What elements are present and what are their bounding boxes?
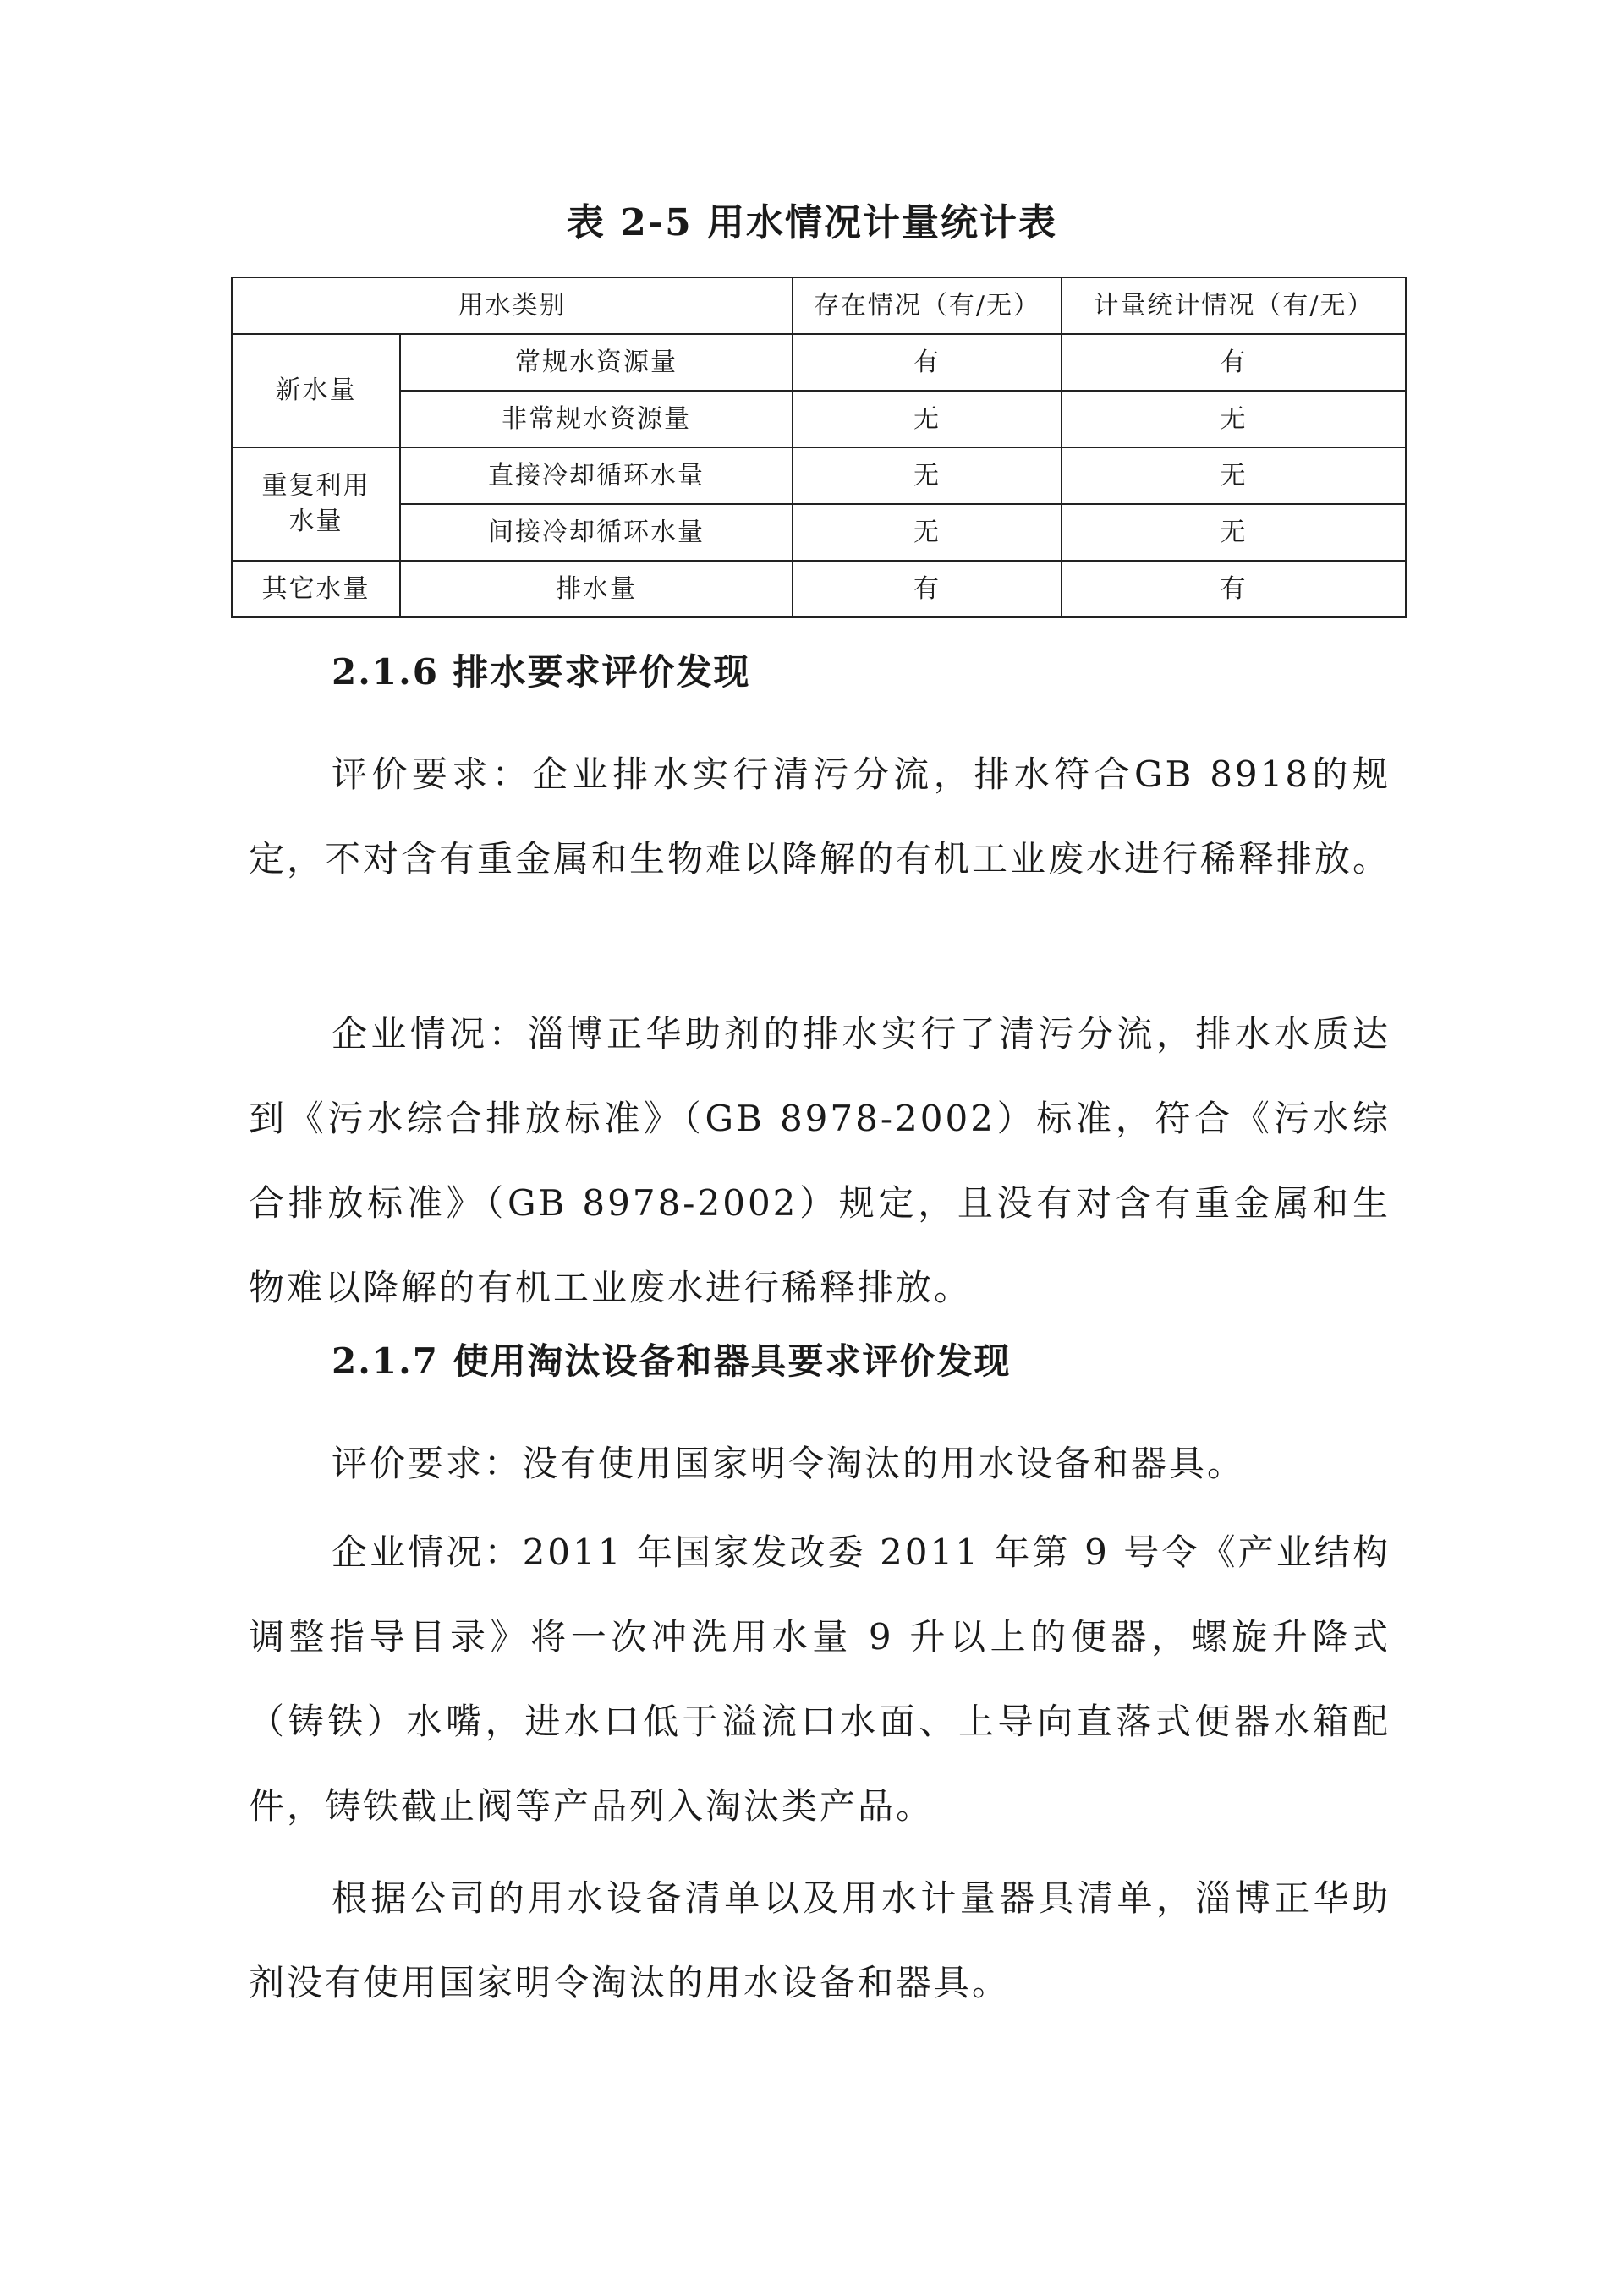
header-category: 用水类别 xyxy=(232,277,793,334)
row-exists: 有 xyxy=(793,561,1062,617)
paragraph-equipment-conclusion: 根据公司的用水设备清单以及用水计量器具清单，淄博正华助剂没有使用国家明令淘汰的用水设备和器具。 xyxy=(249,1877,1391,2003)
paragraph-equipment-status: 企业情况：2011 年国家发改委 2011 年第 9 号令《产业结构调整指导目录》将一次冲洗用水量 9 升以上的便器，螺旋升降式（铸铁）水嘴，进水口低于溢流口水面、上导向直落式便器水箱配件，铸铁截止阀等产品列入淘汰类产品。 xyxy=(249,1532,1391,1827)
paragraph-drainage-status: 企业情况：淄博正华助剂的排水实行了清污分流，排水水质达到《污水综合排放标准》（GB 8978-2002）标准，符合《污水综合排放标准》（GB 8978-2002）规定，且没有对含有重金属和生物难以降解的有机工业废水进行稀释排放。 xyxy=(249,1013,1391,1308)
row-item: 排水量 xyxy=(400,561,793,617)
row-item: 直接冷却循环水量 xyxy=(400,447,793,504)
paragraph-equipment-requirement: 评价要求：没有使用国家明令淘汰的用水设备和器具。 xyxy=(332,1443,1246,1484)
group-other-water: 其它水量 xyxy=(232,561,400,617)
row-item: 非常规水资源量 xyxy=(400,391,793,447)
table-row xyxy=(232,391,1406,447)
section-heading-drainage: 2.1.6 排水要求评价发现 xyxy=(332,651,751,693)
row-exists: 有 xyxy=(793,334,1062,391)
group-reuse-water: 重复利用水量 xyxy=(232,447,400,561)
row-metered: 有 xyxy=(1062,561,1406,617)
table-row xyxy=(232,447,1406,504)
row-metered: 无 xyxy=(1062,504,1406,561)
water-metering-table xyxy=(231,277,1407,618)
row-item: 常规水资源量 xyxy=(400,334,793,391)
row-metered: 有 xyxy=(1062,334,1406,391)
row-item: 间接冷却循环水量 xyxy=(400,504,793,561)
table-title: 表 2-5 用水情况计量统计表 xyxy=(566,201,1058,244)
group-new-water: 新水量 xyxy=(232,334,400,447)
row-exists: 无 xyxy=(793,391,1062,447)
header-metered: 计量统计情况（有/无） xyxy=(1062,277,1406,334)
row-metered: 无 xyxy=(1062,447,1406,504)
table-row xyxy=(232,334,1406,391)
table-row xyxy=(232,561,1406,617)
row-exists: 无 xyxy=(793,504,1062,561)
row-exists: 无 xyxy=(793,447,1062,504)
paragraph-drainage-requirement: 评价要求：企业排水实行清污分流，排水符合GB 8918的规定，不对含有重金属和生物难以降解的有机工业废水进行稀释排放。 xyxy=(249,753,1391,879)
table-header-row xyxy=(232,277,1406,334)
header-exists: 存在情况（有/无） xyxy=(793,277,1062,334)
row-metered: 无 xyxy=(1062,391,1406,447)
section-heading-obsolete-equipment: 2.1.7 使用淘汰设备和器具要求评价发现 xyxy=(332,1340,1012,1382)
table-row xyxy=(232,504,1406,561)
